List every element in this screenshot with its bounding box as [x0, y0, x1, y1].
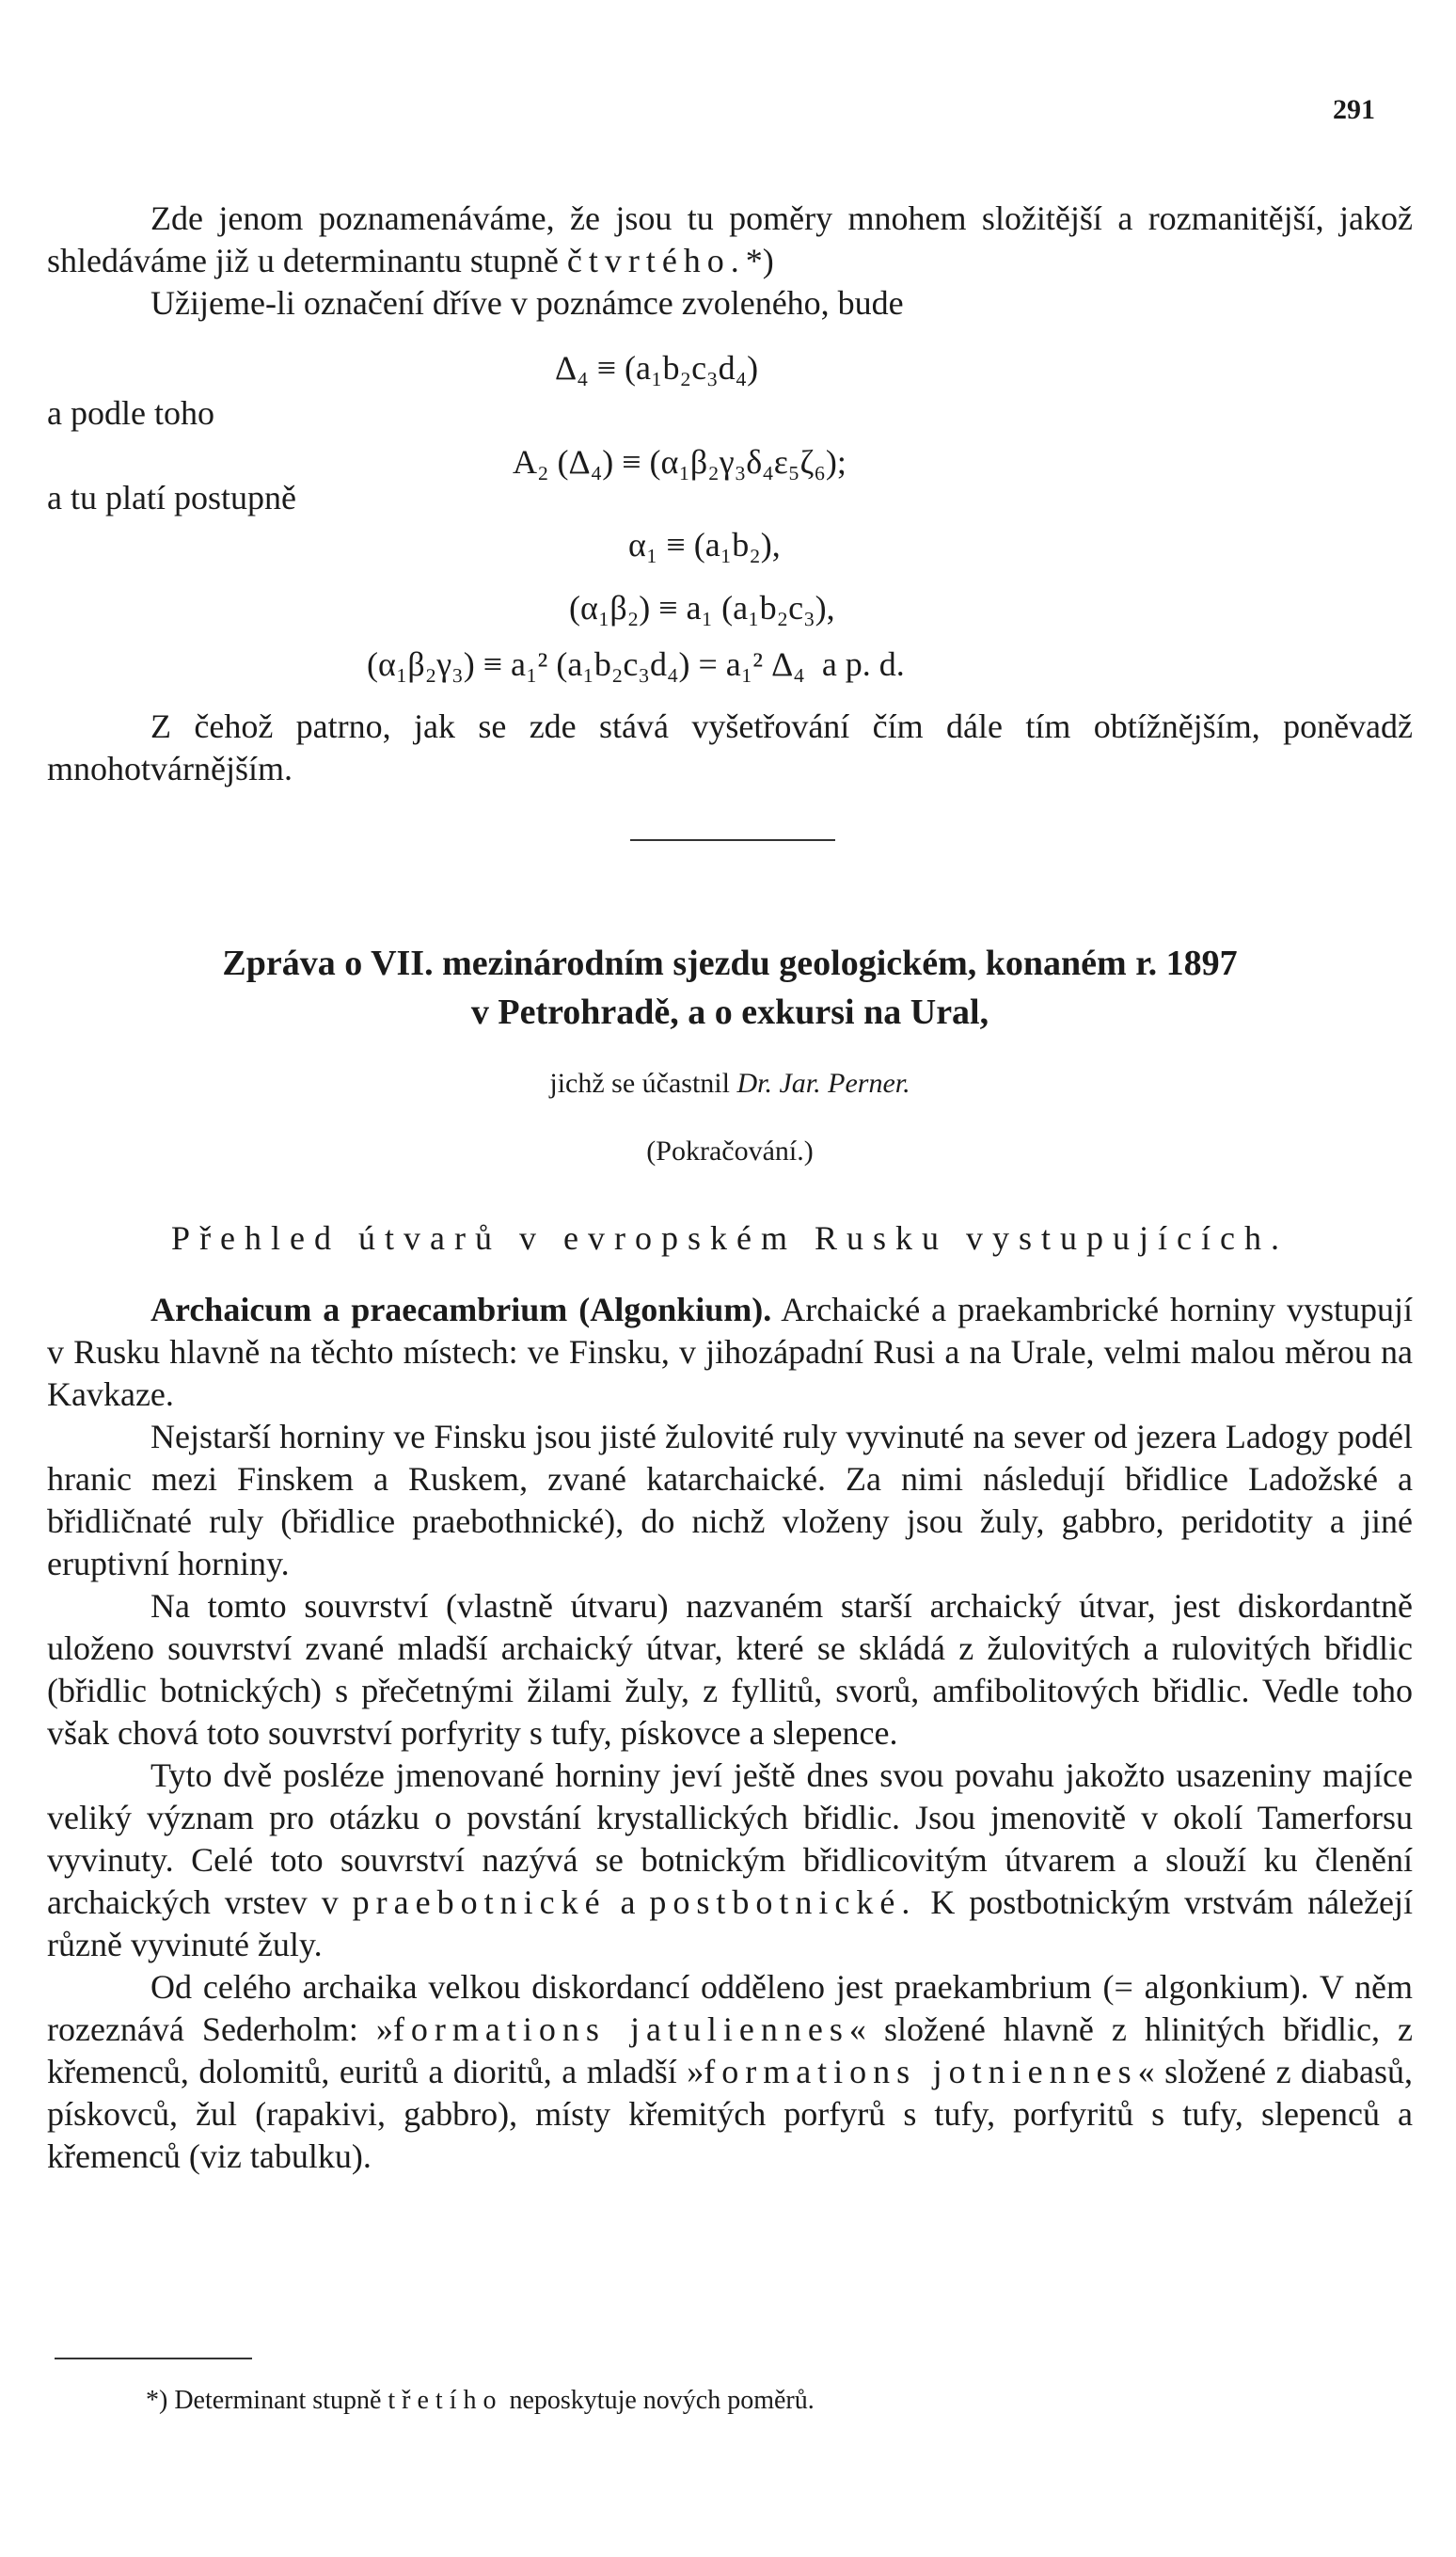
footnote-divider — [55, 2358, 252, 2359]
byline-prefix: jichž se účastnil — [549, 1068, 730, 1099]
conclusion-block — [47, 706, 1413, 790]
footnote-text-a: Determinant stupně — [174, 2386, 388, 2415]
article-title-line2: v Petrohradě, a o exkursi na Ural, — [470, 993, 989, 1032]
label-podle: a podle toho — [47, 394, 214, 432]
paragraph-4-text-c: K postbotnickým vrstvám náležejí různě vyvinuté žuly. — [47, 1883, 1413, 1963]
intro-line2: Užijeme-li označení dříve v poznámce zvoleného, bude — [150, 284, 904, 322]
intro-block — [47, 198, 1413, 325]
article-title-line1: Zpráva o VII. mezinárodním sjezdu geologickém, konaném r. 1897 — [222, 944, 1238, 983]
intro-paragraph — [47, 198, 1413, 282]
intro-spaced-word: čtvrtého. — [566, 242, 746, 279]
paragraph-3: Na tomto souvrství (vlastně útvaru) nazvaném starší archaický útvar, jest diskordantně uloženo souvrství zvané mladší archaický útvar, které se skládá z žulovitých a rulovitých břidlic (břidlic botnických) s přečetnými žilami žuly, z fyllitů, svorů, amfibolitových břidlic. Vedle toho však chová toto souvrství porfyrity s tufy, pískovce a slepence. — [47, 1587, 1413, 1752]
paragraph-5-text-b: « složené hlavně z hlinitých břidlic, z křemenců, dolomitů, euritů a dioritů, a mladší » — [47, 2010, 1413, 2090]
byline — [47, 1068, 1413, 1100]
equation-1: Δ₄ ≡ (a₁b₂c₃d₄) — [555, 349, 759, 387]
paragraph-4-spaced-2: postbotnické. — [649, 1883, 917, 1921]
paragraph-4-spaced-1: praebotnické — [352, 1883, 607, 1921]
main-body — [47, 1289, 1413, 2178]
paragraph-5-text-a: Od celého archaika velkou diskordancí odděleno jest praekambrium (= algonkium). V něm rozeznává Sederholm: » — [47, 1968, 1413, 2048]
equation-2: A₂ (Δ₄) ≡ (α₁β₂γ₃δ₄ε₅ζ₆); — [513, 443, 847, 481]
footnote-marker: *) — [745, 242, 774, 279]
paragraph-5-spaced-2: formations jotniennes — [704, 2053, 1138, 2090]
paragraph-1 — [47, 1289, 1413, 1416]
paragraph-1-heading: Archaicum a praecambrium (Algonkium). — [150, 1291, 772, 1328]
label-plati: a tu platí postupně — [47, 479, 296, 516]
section-divider — [630, 839, 835, 841]
overview-heading: Přehled útvarů v evropském Rusku vystupujících. — [171, 1219, 1289, 1257]
conclusion-paragraph: Z čehož patrno, jak se zde stává vyšetřování čím dále tím obtížnějším, poněvadž mnohotvárnějším. — [47, 707, 1413, 787]
page-number: 291 — [1333, 94, 1375, 125]
equation-5-body: (α₁β₂γ₃) ≡ a₁² (a₁b₂c₃d₄) = a₁² Δ₄ — [367, 645, 805, 683]
footnote — [146, 2386, 815, 2416]
footnote-marker-bottom: *) — [146, 2386, 168, 2415]
article-title — [47, 939, 1413, 1037]
paragraph-4-text-b: a — [606, 1883, 650, 1921]
paragraph-2: Nejstarší horniny ve Finsku jsou jisté žulovité ruly vyvinuté na sever od jezera Ladogy podél hranic mezi Finskem a Ruskem, zvané katarchaické. Za nimi následují břidlice Ladožské a břidličnaté ruly (břidlice praebothnické), do nichž vloženy jsou žuly, gabbro, peridotity a jiné eruptivní horniny. — [47, 1418, 1413, 1582]
continuation-note: (Pokračování.) — [646, 1136, 814, 1167]
paragraph-1-text: Archaické a praekambrické horniny vystupují v Rusku hlavně na těchto místech: ve Finsku, v jihozápadní Rusi a na Urale, velmi malou měrou na Kavkaze. — [47, 1291, 1413, 1413]
paragraph-5-text-c: « složené z diabasů, pískovců, žul (rapakivi, gabbro), místy křemitých porfyrů s tufy, porfyritů s tufy, slepenců a křemenců (viz tabulku). — [47, 2053, 1413, 2175]
equation-5 — [367, 644, 905, 684]
paragraph-5-spaced-1: formations jatuliennes — [392, 2010, 849, 2048]
paragraph-4 — [47, 1755, 1413, 1966]
intro-text: Zde jenom poznamenáváme, že jsou tu poměry mnohem složitější a rozmanitější, jakož shledáváme již u determinantu stupně — [47, 199, 1413, 279]
equation-5-tail: a p. d. — [821, 645, 905, 683]
footnote-text-b: neposkytuje nových poměrů. — [502, 2386, 815, 2415]
equation-4: (α₁β₂) ≡ a₁ (a₁b₂c₃), — [569, 589, 835, 627]
byline-name: Dr. Jar. Perner. — [736, 1068, 910, 1099]
paragraph-4-text-a: Tyto dvě posléze jmenované horniny jeví ještě dnes svou povahu jakožto usazeniny majíce veliký význam pro otázku o povstání krystallických břidlic. Jsou jmenovitě v okolí Tamerforsu vyvinuty. Celé toto souvrství nazývá se botnickým břidlicovitým útvarem a slouží ku členění archaických vrstev v — [47, 1756, 1413, 1921]
footnote-spaced: třetího — [388, 2386, 503, 2415]
paragraph-5 — [47, 1966, 1413, 2178]
equation-3: α₁ ≡ (a₁b₂), — [628, 526, 781, 564]
